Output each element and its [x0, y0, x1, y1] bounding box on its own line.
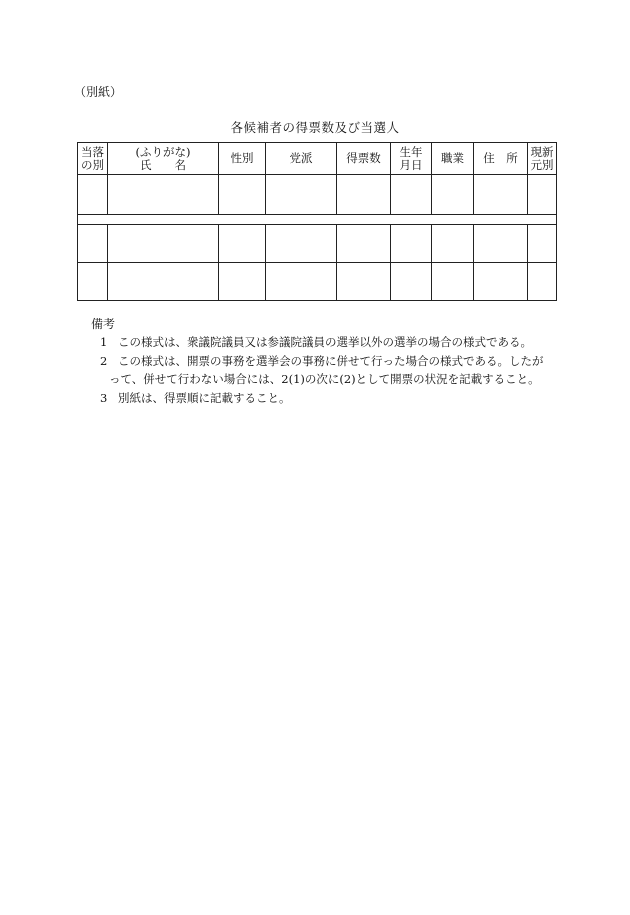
header-address: 住 所 — [474, 143, 528, 175]
note-item: 2 この様式は、開票の事務を選挙会の事務に併せて行った場合の様式である。したが — [100, 354, 544, 368]
header-party: 党派 — [266, 143, 337, 175]
header-birthdate: 生年 月日 — [391, 143, 432, 175]
candidate-votes-table — [77, 142, 557, 301]
page-title: 各候補者の得票数及び当選人 — [230, 120, 400, 135]
annex-label: （別紙） — [74, 85, 123, 99]
notes-title: 備考 — [91, 317, 116, 331]
header-votes: 得票数 — [337, 143, 391, 175]
table-row — [78, 263, 557, 301]
table-separator — [78, 215, 557, 225]
note-item-continuation: って、併せて行わない場合には、2(1)の次に(2)として開票の状況を記載すること。 — [109, 372, 540, 386]
note-item: 1 この様式は、衆議院議員又は参議院議員の選挙以外の選挙の場合の様式である。 — [100, 335, 532, 349]
header-incumbency: 現新 元別 — [528, 143, 557, 175]
header-elected-status: 当落 の別 — [78, 143, 108, 175]
header-name: (ふりがな) 氏 名 — [108, 143, 219, 175]
table-row — [78, 175, 557, 215]
header-row — [78, 143, 557, 175]
table-row — [78, 225, 557, 263]
header-occupation: 職業 — [432, 143, 474, 175]
note-item: 3 別紙は、得票順に記載すること。 — [100, 391, 291, 405]
header-gender: 性別 — [219, 143, 266, 175]
